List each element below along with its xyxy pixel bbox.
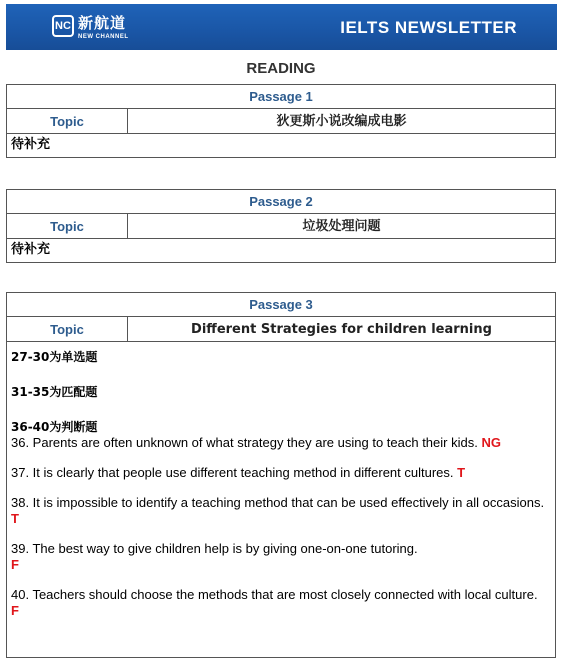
question-type-3: 36-40为判断题 (11, 420, 98, 434)
passage-2-table (6, 189, 556, 263)
question-40 (11, 587, 551, 619)
topic-label: Topic (7, 317, 128, 341)
header-banner (6, 4, 557, 50)
topic-row (7, 317, 555, 342)
question-text: 40. Teachers should choose the methods that are most closely connected with local culture. (11, 587, 538, 602)
answer: T (457, 465, 466, 480)
passage-heading: Passage 3 (7, 293, 555, 317)
topic-row (7, 214, 555, 239)
passage-3-content (7, 342, 555, 619)
topic-value: 垃圾处理问题 (302, 219, 381, 234)
section-title: READING (246, 60, 316, 77)
topic-value: 狄更斯小说改编成电影 (276, 114, 407, 129)
question-text: 38. It is impossible to identify a teaching method that can be used effectively in all occasions. (11, 495, 545, 510)
answer: NG (481, 435, 501, 450)
question-36 (11, 435, 551, 451)
passage-heading: Passage 1 (7, 85, 555, 109)
passage-1-table (6, 84, 556, 158)
logo-mark-icon: NC (52, 15, 74, 37)
newsletter-title: IELTS NEWSLETTER (340, 18, 517, 37)
answer: F (11, 557, 19, 572)
topic-value: Different Strategies for children learning (191, 322, 492, 337)
logo-en-text: NEW CHANNEL (78, 34, 129, 40)
logo (52, 12, 129, 40)
question-text: 37. It is clearly that people use different teaching method in different cultures. (11, 465, 454, 480)
logo-cn-text: 新航道 (78, 14, 127, 32)
passage-3-table (6, 292, 556, 658)
passage-heading: Passage 2 (7, 190, 555, 214)
question-type-2: 31-35为匹配题 (11, 385, 98, 399)
question-type-1: 27-30为单选题 (11, 350, 98, 364)
question-38 (11, 495, 551, 527)
answer: T (11, 511, 19, 526)
question-text: 39. The best way to give children help is by giving one-on-one tutoring. (11, 541, 418, 556)
question-39 (11, 541, 551, 573)
topic-label: Topic (7, 109, 128, 133)
question-text: 36. Parents are often unknown of what strategy they are using to teach their kids. (11, 435, 478, 450)
topic-label: Topic (7, 214, 128, 238)
passage-note: 待补充 (11, 137, 51, 152)
topic-row (7, 109, 555, 134)
answer: F (11, 603, 19, 618)
question-37 (11, 465, 551, 481)
passage-note: 待补充 (11, 242, 51, 257)
